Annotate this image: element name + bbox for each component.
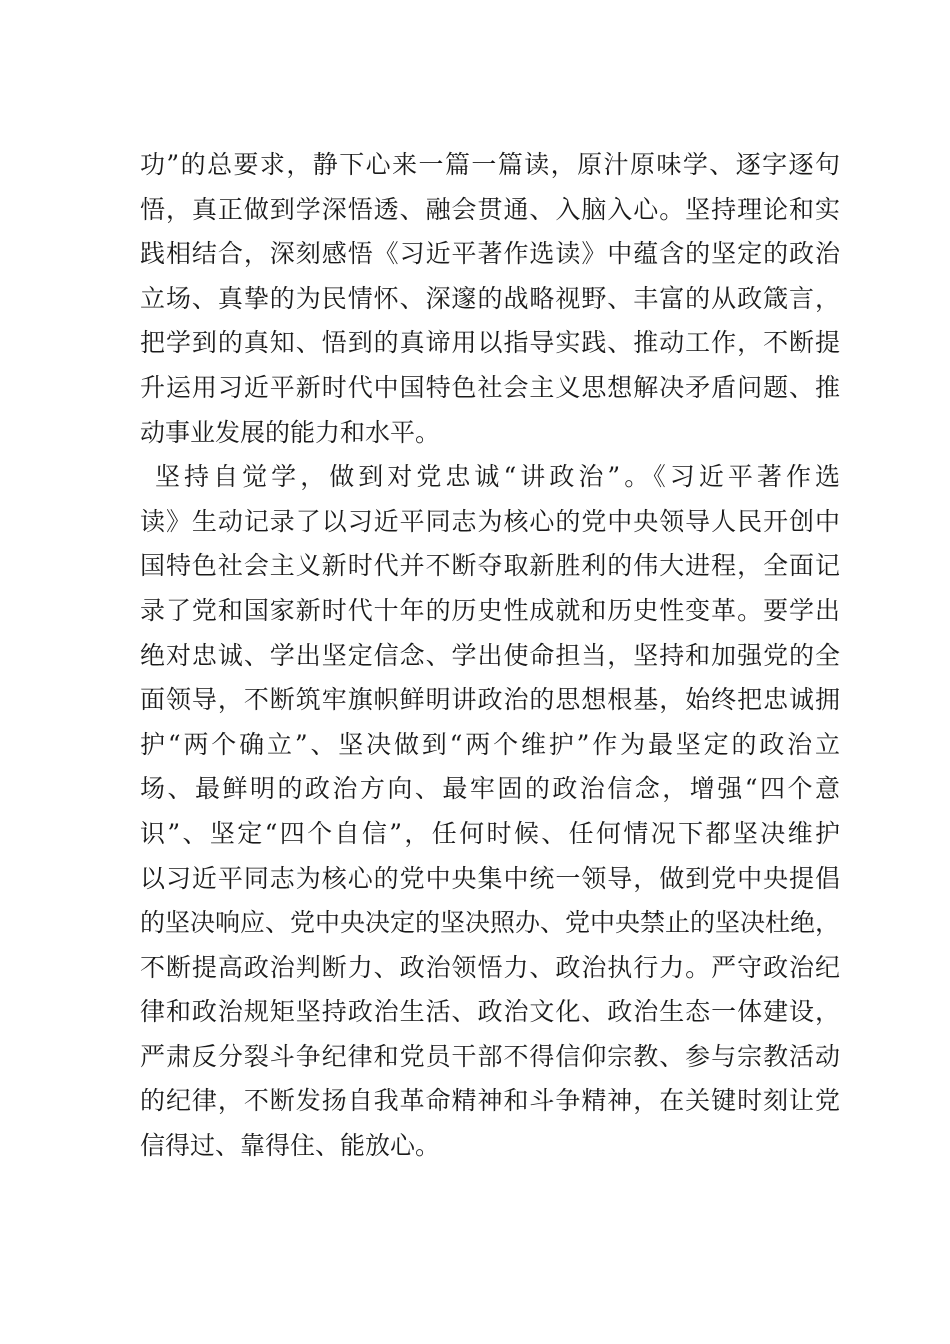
paragraph-2-line-12: 不断提高政治判断力、政治领悟力、政治执行力。严守政治纪: [140, 952, 840, 982]
paragraph-2-line-4: 录了党和国家新时代十年的历史性成就和历史性变革。要学出: [140, 595, 840, 625]
paragraph-2-line-6: 面领导，不断筑牢旗帜鲜明讲政治的思想根基，始终把忠诚拥: [140, 685, 840, 715]
paragraph-1-line-2: 悟，真正做到学深悟透、融会贯通、入脑入心。坚持理论和实: [140, 194, 840, 224]
paragraph-1-line-5: 把学到的真知、悟到的真谛用以指导实践、推动工作，不断提: [140, 328, 840, 358]
paragraph-2-line-11: 的坚决响应、党中央决定的坚决照办、党中央禁止的坚决杜绝，: [140, 908, 841, 938]
paragraph-2-line-3: 国特色社会主义新时代并不断夺取新胜利的伟大进程，全面记: [140, 551, 840, 581]
paragraph-2-line-2: 读》生动记录了以习近平同志为核心的党中央领导人民开创中: [140, 506, 840, 536]
paragraph-2-line-7: 护“两个确立”、坚决做到“两个维护”作为最坚定的政治立: [140, 729, 840, 759]
paragraph-2-line-10: 以习近平同志为核心的党中央集中统一领导，做到党中央提倡: [140, 863, 840, 893]
paragraph-2-line-5: 绝对忠诚、学出坚定信念、学出使命担当，坚持和加强党的全: [140, 640, 840, 670]
paragraph-2-line-1: 坚持自觉学，做到对党忠诚“讲政治”。《习近平著作选: [155, 462, 840, 492]
paragraph-2-line-9: 识”、坚定“四个自信”，任何时候、任何情况下都坚决维护: [140, 818, 840, 848]
paragraph-2-line-14: 严肃反分裂斗争纪律和党员干部不得信仰宗教、参与宗教活动: [140, 1041, 840, 1071]
paragraph-1-line-3: 践相结合，深刻感悟《习近平著作选读》中蕴含的坚定的政治: [140, 239, 840, 269]
paragraph-1-line-7: 动事业发展的能力和水平。: [140, 417, 441, 447]
paragraph-2-line-13: 律和政治规矩坚持政治生活、政治文化、政治生态一体建设，: [140, 997, 840, 1027]
paragraph-2-line-15: 的纪律，不断发扬自我革命精神和斗争精神，在关键时刻让党: [140, 1086, 840, 1116]
body-text: [140, 143, 840, 1169]
paragraph-1-line-4: 立场、真挚的为民情怀、深邃的战略视野、丰富的从政箴言，: [140, 283, 840, 313]
paragraph-1-line-1: 功”的总要求，静下心来一篇一篇读，原汁原味学、逐字逐句: [140, 150, 840, 179]
paragraph-1-line-6: 升运用习近平新时代中国特色社会主义思想解决矛盾问题、推: [140, 372, 840, 402]
paragraph-2-line-8: 场、最鲜明的政治方向、最牢固的政治信念，增强“四个意: [140, 774, 840, 804]
paragraph-2-line-16: 信得过、靠得住、能放心。: [140, 1131, 441, 1161]
